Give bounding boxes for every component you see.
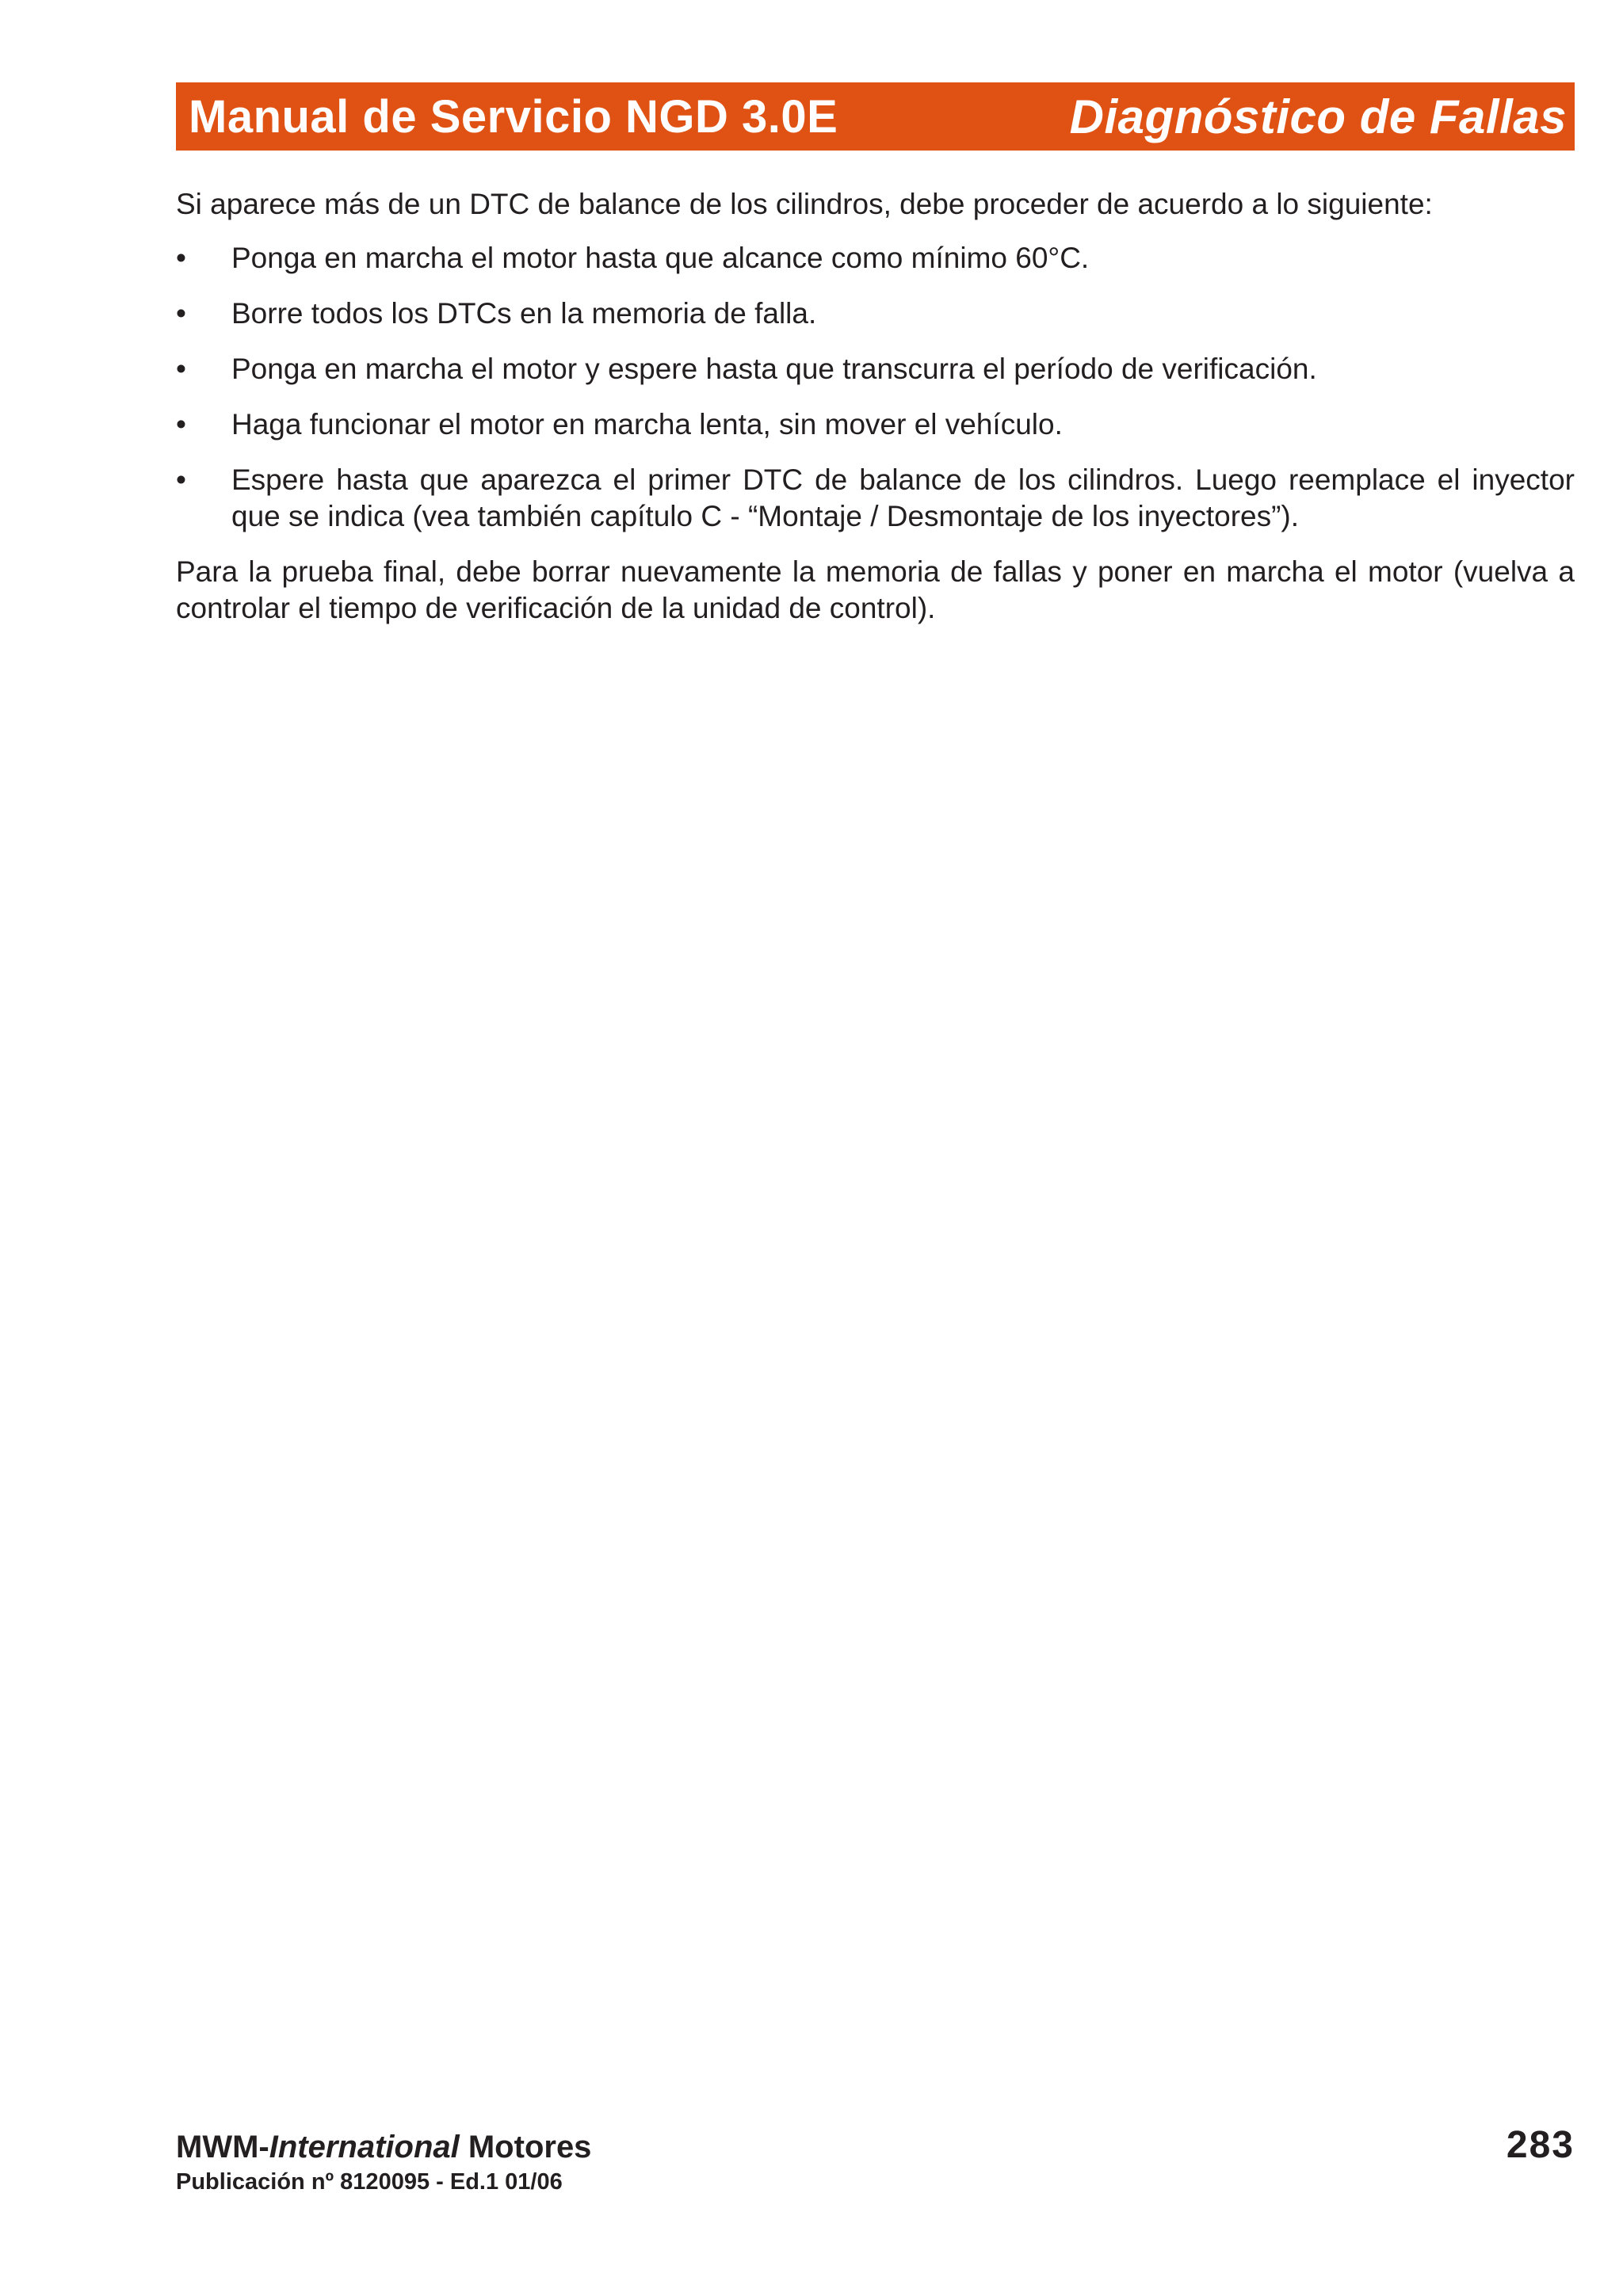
list-item-text: Ponga en marcha el motor hasta que alcance como mínimo 60°C. xyxy=(231,242,1090,274)
final-paragraph: Para la prueba final, debe borrar nuevamente la memoria de fallas y poner en marcha el motor (vuelva a controlar el tiempo de verificación de la unidad de control). xyxy=(176,555,1575,624)
brand-italic: International xyxy=(269,2130,460,2164)
section-title: Diagnóstico de Fallas xyxy=(1069,90,1567,143)
page-content xyxy=(176,186,1575,627)
list-item xyxy=(176,406,1575,443)
bullet-icon: • xyxy=(176,353,186,385)
instruction-list xyxy=(176,240,1575,535)
bullet-icon: • xyxy=(176,242,186,274)
header-bar xyxy=(176,82,1575,151)
footer-brand xyxy=(176,2128,1575,2166)
list-item-text: Espere hasta que aparezca el primer DTC de balance de los cilindros. Luego reemplace el inyector que se indica (vea también capítulo C - “Montaje / Desmontaje de los inyectores”). xyxy=(231,463,1575,532)
list-item-text: Ponga en marcha el motor y espere hasta que transcurra el período de verificación. xyxy=(231,353,1317,385)
list-item xyxy=(176,462,1575,535)
list-item xyxy=(176,351,1575,387)
list-item-text: Borre todos los DTCs en la memoria de falla. xyxy=(231,297,817,330)
list-item xyxy=(176,296,1575,332)
brand-prefix: MWM- xyxy=(176,2130,269,2164)
page-footer xyxy=(176,2124,1575,2198)
publication-info: Publicación nº 8120095 - Ed.1 01/06 xyxy=(176,2169,563,2195)
bullet-icon: • xyxy=(176,408,186,441)
brand-suffix: Motores xyxy=(459,2130,592,2164)
list-item-text: Haga funcionar el motor en marcha lenta, sin mover el vehículo. xyxy=(231,408,1063,441)
intro-paragraph: Si aparece más de un DTC de balance de los cilindros, debe proceder de acuerdo a lo siguiente: xyxy=(176,188,1433,220)
manual-title: Manual de Servicio NGD 3.0E xyxy=(189,90,838,143)
list-item xyxy=(176,240,1575,277)
bullet-icon: • xyxy=(176,463,186,496)
page-number: 283 xyxy=(1506,2124,1575,2166)
bullet-icon: • xyxy=(176,297,186,330)
